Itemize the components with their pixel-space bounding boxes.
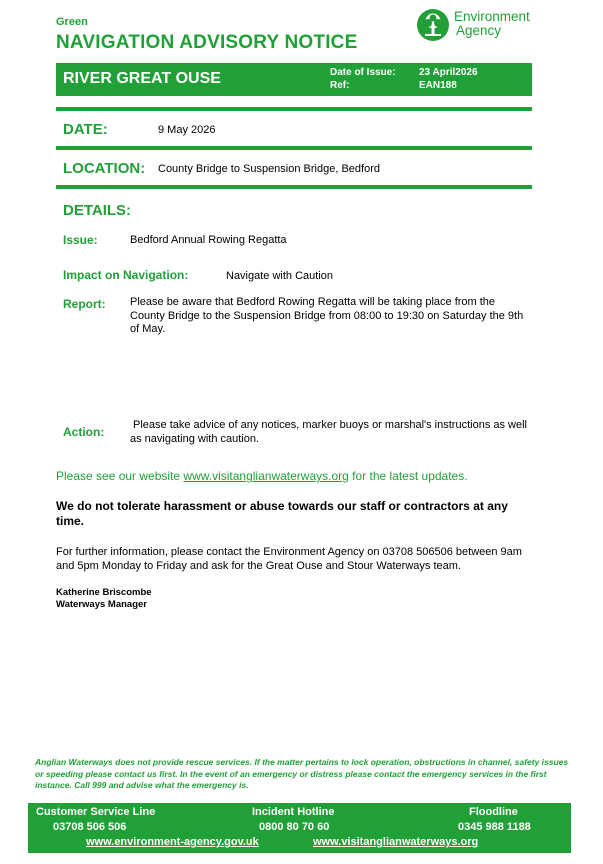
ea-website-link[interactable]: www.environment-agency.gov.uk bbox=[86, 836, 259, 848]
divider bbox=[56, 146, 532, 150]
divider bbox=[56, 107, 532, 111]
report-value: Please be aware that Bedford Rowing Regatta will be taking place from the County Bridge to the Suspension Bridge from 08:00 to 19:30 on Saturday the 9th of May. bbox=[130, 296, 524, 335]
ref-value: EAN188 bbox=[419, 80, 457, 91]
website-link[interactable]: www.visitanglianwaterways.org bbox=[183, 469, 349, 483]
ref-label: Ref: bbox=[330, 80, 350, 91]
signature-name: Katherine Briscombe bbox=[56, 587, 152, 598]
date-value: 9 May 2026 bbox=[158, 124, 216, 136]
harassment-statement: We do not tolerate harassment or abuse towards our staff or contractors at any time. bbox=[56, 499, 508, 528]
issue-label: Issue: bbox=[63, 233, 98, 247]
signature-role: Waterways Manager bbox=[56, 599, 147, 610]
date-of-issue-value: 23 April2026 bbox=[419, 67, 478, 78]
page-title: NAVIGATION ADVISORY NOTICE bbox=[56, 32, 358, 53]
details-heading: DETAILS: bbox=[63, 202, 132, 219]
date-label: DATE: bbox=[63, 121, 108, 138]
impact-label: Impact on Navigation: bbox=[63, 268, 189, 282]
tree-logo-icon bbox=[416, 8, 450, 42]
river-banner bbox=[56, 63, 532, 96]
river-name: RIVER GREAT OUSE bbox=[63, 70, 221, 87]
action-value: Please take advice of any notices, marker buoys or marshal's instructions as well as navigating with caution. bbox=[130, 419, 527, 445]
impact-value: Navigate with Caution bbox=[226, 270, 334, 282]
location-label: LOCATION: bbox=[63, 160, 146, 177]
location-value: County Bridge to Suspension Bridge, Bedford bbox=[158, 163, 380, 175]
contact-info: For further information, please contact the Environment Agency on 03708 506506 between 9am and 5pm Monday to Friday and ask for the Great Ouse and Stour Waterways team. bbox=[56, 546, 522, 572]
signature bbox=[56, 587, 152, 611]
notice-category: Green bbox=[56, 16, 88, 28]
date-of-issue-label: Date of Issue: bbox=[330, 67, 396, 78]
action-label: Action: bbox=[63, 425, 105, 439]
issue-value: Bedford Annual Rowing Regatta bbox=[130, 234, 287, 246]
report-label: Report: bbox=[63, 297, 106, 311]
incident-hotline-number: 0800 80 70 60 bbox=[259, 821, 330, 833]
customer-service-label: Customer Service Line bbox=[36, 806, 156, 818]
waterways-website-link[interactable]: www.visitanglianwaterways.org bbox=[313, 836, 479, 848]
rescue-disclaimer: Anglian Waterways does not provide rescue services. If the matter pertains to lock operation, obstructions in channel, safety issues or speeding please contact us first. In the event of an emergency or distress please contact the emergency services in the first instance. Call 999 and advise what the emergency is. bbox=[35, 757, 569, 790]
contact-footer bbox=[28, 803, 571, 853]
agency-name: Environment Agency bbox=[454, 9, 530, 38]
floodline-number: 0345 988 1188 bbox=[458, 821, 531, 833]
divider bbox=[56, 185, 532, 189]
customer-service-number: 03708 506 506 bbox=[53, 821, 127, 833]
floodline-label: Floodline bbox=[469, 806, 518, 818]
incident-hotline-label: Incident Hotline bbox=[252, 806, 335, 818]
website-line: Please see our website www.visitanglianwaterways.org for the latest updates. bbox=[56, 469, 468, 483]
